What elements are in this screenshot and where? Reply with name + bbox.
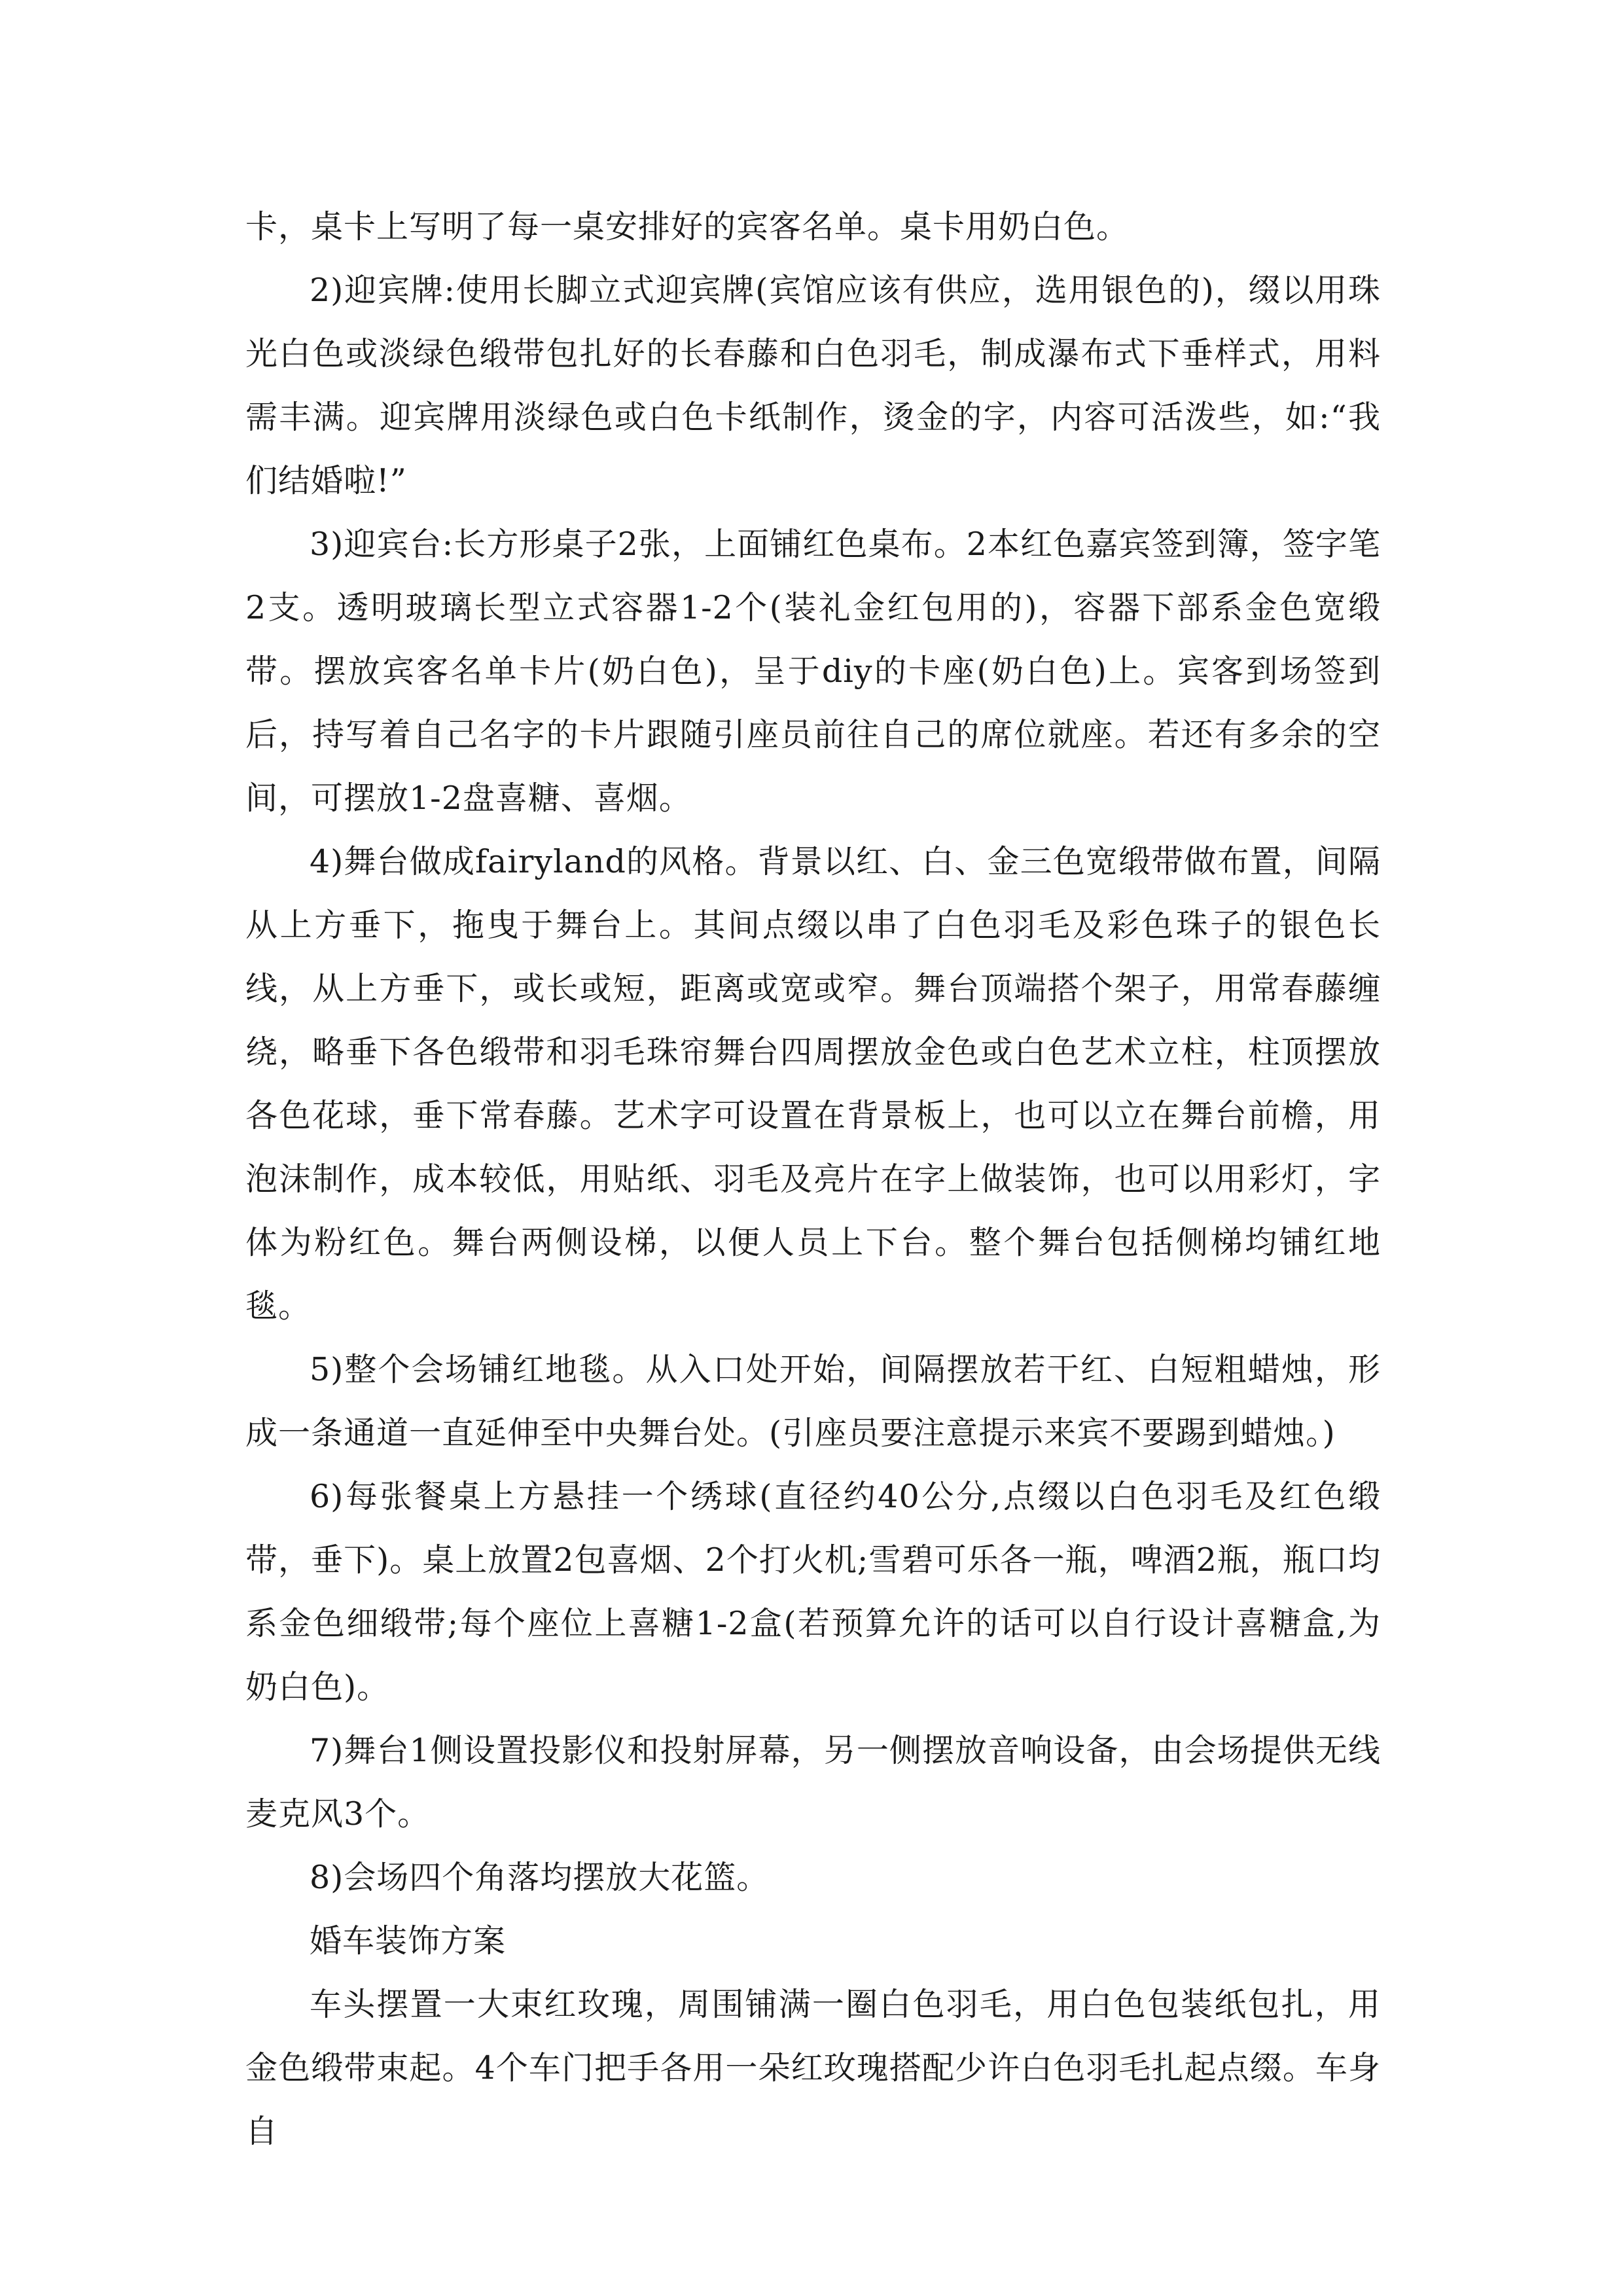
paragraph-1: 卡，桌卡上写明了每一桌安排好的宾客名单。桌卡用奶白色。 [245, 208, 1130, 245]
paragraph-2: 2)迎宾牌:使用长脚立式迎宾牌(宾馆应该有供应，选用银色的)，缀以用珠光白色或淡绿色缎带包扎好的长春藤和白色羽毛，制成瀑布式下垂样式，用料需丰满。迎宾牌用淡绿色或白色卡纸制作，烫金的字，内容可活泼些，如:“我们结婚啦!” [245, 272, 1381, 499]
paragraph-3: 3)迎宾台:长方形桌子2张，上面铺红色桌布。2本红色嘉宾签到簿，签字笔2支。透明玻璃长型立式容器1-2个(装礼金红包用的)，容器下部系金色宽缎带。摆放宾客名单卡片(奶白色)，呈于diy的卡座(奶白色)上。宾客到场签到后，持写着自己名字的卡片跟随引座员前往自己的席位就座。若还有多余的空间，可摆放1-2盘喜糖、喜烟。 [245, 526, 1381, 817]
paragraph-4: 4)舞台做成fairyland的风格。背景以红、白、金三色宽缎带做布置，间隔从上方垂下，拖曳于舞台上。其间点缀以串了白色羽毛及彩色珠子的银色长线，从上方垂下，或长或短，距离或宽或窄。舞台顶端搭个架子，用常春藤缠绕，略垂下各色缎带和羽毛珠帘舞台四周摆放金色或白色艺术立柱，柱顶摆放各色花球，垂下常春藤。艺术字可设置在背景板上，也可以立在舞台前檐，用泡沫制作，成本较低，用贴纸、羽毛及亮片在字上做装饰，也可以用彩灯，字体为粉红色。舞台两侧设梯，以便人员上下台。整个舞台包括侧梯均铺红地毯。 [245, 843, 1381, 1325]
paragraph-10: 车头摆置一大束红玫瑰，周围铺满一圈白色羽毛，用白色包装纸包扎，用金色缎带束起。4个车门把手各用一朵红玫瑰搭配少许白色羽毛扎起点缀。车身自 [245, 1986, 1381, 2150]
paragraph-6: 6)每张餐桌上方悬挂一个绣球(直径约40公分,点缀以白色羽毛及红色缎带，垂下)。桌上放置2包喜烟、2个打火机;雪碧可乐各一瓶，啤酒2瓶，瓶口均系金色细缎带;每个座位上喜糖1-2盒(若预算允许的话可以自行设计喜糖盒,为奶白色)。 [245, 1478, 1381, 1706]
paragraph-7: 7)舞台1侧设置投影仪和投射屏幕，另一侧摆放音响设备，由会场提供无线麦克风3个。 [245, 1732, 1381, 1833]
document-body [245, 195, 1381, 2163]
paragraph-8: 8)会场四个角落均摆放大花篮。 [310, 1859, 770, 1896]
section-heading: 婚车装饰方案 [310, 1922, 507, 1960]
paragraph-5: 5)整个会场铺红地毯。从入口处开始，间隔摆放若干红、白短粗蜡烛，形成一条通道一直延伸至中央舞台处。(引座员要注意提示来宾不要踢到蜡烛。) [245, 1351, 1381, 1452]
